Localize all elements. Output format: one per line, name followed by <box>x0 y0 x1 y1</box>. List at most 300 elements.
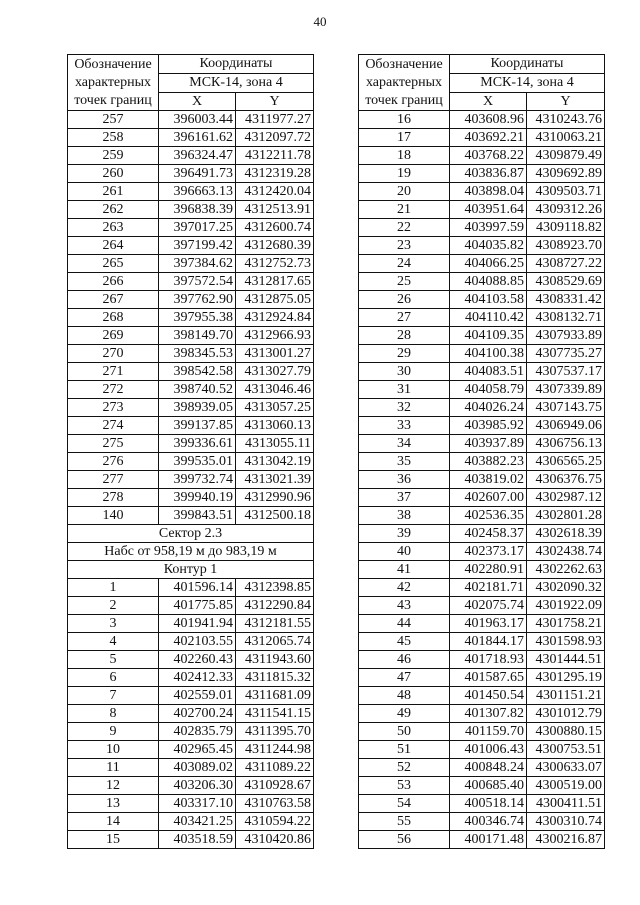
x-coordinate-cell: 403937.89 <box>450 435 527 453</box>
x-coordinate-cell: 404109.35 <box>450 327 527 345</box>
y-coordinate-cell: 4312680.39 <box>236 237 314 255</box>
table-row <box>68 309 314 327</box>
table-row <box>68 813 314 831</box>
point-number-cell: 29 <box>359 345 450 363</box>
point-number-cell: 13 <box>68 795 159 813</box>
x-coordinate-cell: 397384.62 <box>159 255 236 273</box>
point-number-cell: 258 <box>68 129 159 147</box>
table-row <box>68 741 314 759</box>
y-coordinate-cell: 4312513.91 <box>236 201 314 219</box>
point-number-cell: 31 <box>359 381 450 399</box>
x-coordinate-cell: 396663.13 <box>159 183 236 201</box>
table-row <box>359 723 605 741</box>
header-line: характерных <box>365 74 443 90</box>
table-row <box>68 201 314 219</box>
x-coordinate-cell: 404103.58 <box>450 291 527 309</box>
x-coordinate-cell: 401963.17 <box>450 615 527 633</box>
table-body-a <box>68 111 314 525</box>
table-row <box>68 615 314 633</box>
point-number-cell: 44 <box>359 615 450 633</box>
point-number-cell: 273 <box>68 399 159 417</box>
table-row <box>68 291 314 309</box>
table-row <box>68 363 314 381</box>
table-row <box>68 507 314 525</box>
coordinates-header: Координаты <box>159 55 314 74</box>
table-row <box>359 525 605 543</box>
x-coordinate-cell: 401587.65 <box>450 669 527 687</box>
x-coordinate-cell: 401307.82 <box>450 705 527 723</box>
point-number-cell: 271 <box>68 363 159 381</box>
point-number-cell: 4 <box>68 633 159 651</box>
x-coordinate-cell: 402280.91 <box>450 561 527 579</box>
table-row <box>68 453 314 471</box>
header-line: Обозначение <box>74 56 152 72</box>
table-row <box>359 435 605 453</box>
point-number-cell: 7 <box>68 687 159 705</box>
point-number-cell: 17 <box>359 129 450 147</box>
y-coordinate-cell: 4301598.93 <box>527 633 605 651</box>
table-row <box>68 471 314 489</box>
x-coordinate-cell: 401159.70 <box>450 723 527 741</box>
point-number-cell: 39 <box>359 525 450 543</box>
y-coordinate-cell: 4311541.15 <box>236 705 314 723</box>
table-row <box>68 237 314 255</box>
x-coordinate-cell: 403608.96 <box>450 111 527 129</box>
point-number-cell: 30 <box>359 363 450 381</box>
x-coordinate-cell: 399940.19 <box>159 489 236 507</box>
y-coordinate-cell: 4302262.63 <box>527 561 605 579</box>
x-coordinate-cell: 401596.14 <box>159 579 236 597</box>
table-row <box>359 273 605 291</box>
y-coordinate-cell: 4312420.04 <box>236 183 314 201</box>
table-row <box>359 579 605 597</box>
table-row <box>359 741 605 759</box>
point-number-cell: 42 <box>359 579 450 597</box>
table-row <box>68 723 314 741</box>
y-coordinate-cell: 4310594.22 <box>236 813 314 831</box>
table-row <box>68 381 314 399</box>
x-coordinate-cell: 401006.43 <box>450 741 527 759</box>
y-coordinate-cell: 4310243.76 <box>527 111 605 129</box>
table-row <box>359 129 605 147</box>
y-coordinate-cell: 4312319.28 <box>236 165 314 183</box>
contour-title: Контур 1 <box>68 561 314 579</box>
point-number-cell: 32 <box>359 399 450 417</box>
table-row <box>359 291 605 309</box>
table-row <box>68 705 314 723</box>
header-line: Обозначение <box>365 56 443 72</box>
table-row <box>68 399 314 417</box>
x-coordinate-cell: 404110.42 <box>450 309 527 327</box>
table-row <box>68 327 314 345</box>
y-coordinate-cell: 4312752.73 <box>236 255 314 273</box>
x-coordinate-cell: 403421.25 <box>159 813 236 831</box>
y-coordinate-cell: 4310063.21 <box>527 129 605 147</box>
y-coordinate-cell: 4302438.74 <box>527 543 605 561</box>
point-number-cell: 278 <box>68 489 159 507</box>
y-coordinate-cell: 4313042.19 <box>236 453 314 471</box>
y-coordinate-cell: 4309503.71 <box>527 183 605 201</box>
x-column-header: X <box>450 93 527 111</box>
y-coordinate-cell: 4311681.09 <box>236 687 314 705</box>
point-number-cell: 5 <box>68 651 159 669</box>
x-coordinate-cell: 396838.39 <box>159 201 236 219</box>
sector-height-range: Набс от 958,19 м до 983,19 м <box>68 543 314 561</box>
x-coordinate-cell: 402559.01 <box>159 687 236 705</box>
point-number-cell: 275 <box>68 435 159 453</box>
point-number-cell: 8 <box>68 705 159 723</box>
table-row <box>68 129 314 147</box>
coordinate-system-header: МСК-14, зона 4 <box>159 74 314 93</box>
point-number-cell: 45 <box>359 633 450 651</box>
sector-title: Сектор 2.3 <box>68 525 314 543</box>
point-number-cell: 34 <box>359 435 450 453</box>
x-coordinate-cell: 403985.92 <box>450 417 527 435</box>
table-body <box>359 111 605 849</box>
y-coordinate-cell: 4312500.18 <box>236 507 314 525</box>
table-row <box>68 273 314 291</box>
table-row <box>359 147 605 165</box>
y-coordinate-cell: 4313060.13 <box>236 417 314 435</box>
x-coordinate-cell: 404058.79 <box>450 381 527 399</box>
x-coordinate-cell: 402965.45 <box>159 741 236 759</box>
y-coordinate-cell: 4313057.25 <box>236 399 314 417</box>
table-row <box>359 183 605 201</box>
point-number-cell: 56 <box>359 831 450 849</box>
table-row <box>359 597 605 615</box>
x-coordinate-cell: 398542.58 <box>159 363 236 381</box>
y-coordinate-cell: 4312290.84 <box>236 597 314 615</box>
y-coordinate-cell: 4309312.26 <box>527 201 605 219</box>
table-row <box>359 219 605 237</box>
point-number-cell: 54 <box>359 795 450 813</box>
point-number-cell: 35 <box>359 453 450 471</box>
table-row <box>359 831 605 849</box>
point-number-cell: 2 <box>68 597 159 615</box>
point-number-cell: 43 <box>359 597 450 615</box>
x-coordinate-cell: 399535.01 <box>159 453 236 471</box>
y-coordinate-cell: 4307339.89 <box>527 381 605 399</box>
y-coordinate-cell: 4300310.74 <box>527 813 605 831</box>
x-coordinate-cell: 400346.74 <box>450 813 527 831</box>
point-number-cell: 266 <box>68 273 159 291</box>
table-row <box>68 147 314 165</box>
table-row <box>68 633 314 651</box>
table-row <box>359 309 605 327</box>
y-coordinate-cell: 4308132.71 <box>527 309 605 327</box>
point-number-cell: 140 <box>68 507 159 525</box>
table-row <box>359 327 605 345</box>
x-coordinate-cell: 398345.53 <box>159 345 236 363</box>
point-number-cell: 10 <box>68 741 159 759</box>
point-number-cell: 24 <box>359 255 450 273</box>
point-number-cell: 267 <box>68 291 159 309</box>
x-coordinate-cell: 398740.52 <box>159 381 236 399</box>
point-number-cell: 9 <box>68 723 159 741</box>
y-coordinate-cell: 4311977.27 <box>236 111 314 129</box>
coordinates-table-right <box>358 54 605 849</box>
point-number-cell: 27 <box>359 309 450 327</box>
x-coordinate-cell: 399336.61 <box>159 435 236 453</box>
y-coordinate-cell: 4307735.27 <box>527 345 605 363</box>
y-coordinate-cell: 4312600.74 <box>236 219 314 237</box>
table-row <box>359 633 605 651</box>
point-number-cell: 12 <box>68 777 159 795</box>
header-line: точек границ <box>74 92 152 108</box>
point-number-cell: 51 <box>359 741 450 759</box>
point-number-cell: 38 <box>359 507 450 525</box>
x-coordinate-cell: 402536.35 <box>450 507 527 525</box>
point-number-cell: 47 <box>359 669 450 687</box>
x-coordinate-cell: 404026.24 <box>450 399 527 417</box>
table-row <box>359 795 605 813</box>
x-coordinate-cell: 401844.17 <box>450 633 527 651</box>
point-number-cell: 270 <box>68 345 159 363</box>
table-row <box>359 111 605 129</box>
point-number-cell: 261 <box>68 183 159 201</box>
point-number-cell: 257 <box>68 111 159 129</box>
y-coordinate-cell: 4312065.74 <box>236 633 314 651</box>
point-number-cell: 272 <box>68 381 159 399</box>
point-number-cell: 55 <box>359 813 450 831</box>
x-coordinate-cell: 401718.93 <box>450 651 527 669</box>
y-coordinate-cell: 4301012.79 <box>527 705 605 723</box>
x-coordinate-cell: 399137.85 <box>159 417 236 435</box>
x-coordinate-cell: 401775.85 <box>159 597 236 615</box>
x-coordinate-cell: 396491.73 <box>159 165 236 183</box>
y-coordinate-cell: 4313046.46 <box>236 381 314 399</box>
point-number-cell: 52 <box>359 759 450 777</box>
point-number-cell: 259 <box>68 147 159 165</box>
y-coordinate-cell: 4300880.15 <box>527 723 605 741</box>
x-coordinate-cell: 402412.33 <box>159 669 236 687</box>
coordinates-table-left <box>67 54 314 849</box>
y-coordinate-cell: 4302801.28 <box>527 507 605 525</box>
x-coordinate-cell: 397199.42 <box>159 237 236 255</box>
y-coordinate-cell: 4312398.85 <box>236 579 314 597</box>
table-row <box>68 759 314 777</box>
table-row <box>359 669 605 687</box>
table-row <box>359 543 605 561</box>
table-row <box>359 417 605 435</box>
y-coordinate-cell: 4301444.51 <box>527 651 605 669</box>
y-coordinate-cell: 4313027.79 <box>236 363 314 381</box>
y-coordinate-cell: 4301922.09 <box>527 597 605 615</box>
y-coordinate-cell: 4300216.87 <box>527 831 605 849</box>
y-coordinate-cell: 4300753.51 <box>527 741 605 759</box>
y-coordinate-cell: 4312966.93 <box>236 327 314 345</box>
x-coordinate-cell: 403836.87 <box>450 165 527 183</box>
table-row <box>359 363 605 381</box>
x-column-header: X <box>159 93 236 111</box>
x-coordinate-cell: 397955.38 <box>159 309 236 327</box>
y-coordinate-cell: 4301295.19 <box>527 669 605 687</box>
x-coordinate-cell: 404083.51 <box>450 363 527 381</box>
table-row <box>359 453 605 471</box>
x-coordinate-cell: 404100.38 <box>450 345 527 363</box>
table-row <box>68 651 314 669</box>
x-coordinate-cell: 403317.10 <box>159 795 236 813</box>
table-row <box>359 507 605 525</box>
coordinates-header: Координаты <box>450 55 605 74</box>
point-number-cell: 11 <box>68 759 159 777</box>
x-coordinate-cell: 404066.25 <box>450 255 527 273</box>
point-number-cell: 28 <box>359 327 450 345</box>
y-coordinate-cell: 4306565.25 <box>527 453 605 471</box>
x-coordinate-cell: 397017.25 <box>159 219 236 237</box>
y-coordinate-cell: 4302987.12 <box>527 489 605 507</box>
table-row <box>359 651 605 669</box>
point-number-cell: 25 <box>359 273 450 291</box>
y-coordinate-cell: 4301758.21 <box>527 615 605 633</box>
point-designation-header <box>359 55 450 111</box>
point-number-cell: 263 <box>68 219 159 237</box>
point-number-cell: 274 <box>68 417 159 435</box>
point-number-cell: 265 <box>68 255 159 273</box>
x-coordinate-cell: 402458.37 <box>450 525 527 543</box>
point-number-cell: 53 <box>359 777 450 795</box>
x-coordinate-cell: 397572.54 <box>159 273 236 291</box>
x-coordinate-cell: 403819.02 <box>450 471 527 489</box>
table-row <box>68 183 314 201</box>
point-number-cell: 268 <box>68 309 159 327</box>
x-coordinate-cell: 400685.40 <box>450 777 527 795</box>
y-coordinate-cell: 4300411.51 <box>527 795 605 813</box>
x-coordinate-cell: 403768.22 <box>450 147 527 165</box>
table-row <box>68 489 314 507</box>
point-designation-header <box>68 55 159 111</box>
point-number-cell: 15 <box>68 831 159 849</box>
table-row <box>359 813 605 831</box>
point-number-cell: 269 <box>68 327 159 345</box>
table-row <box>359 561 605 579</box>
table-header <box>68 55 314 111</box>
table-row <box>359 705 605 723</box>
y-coordinate-cell: 4313021.39 <box>236 471 314 489</box>
table-header <box>359 55 605 111</box>
x-coordinate-cell: 396324.47 <box>159 147 236 165</box>
y-coordinate-cell: 4312181.55 <box>236 615 314 633</box>
y-coordinate-cell: 4312097.72 <box>236 129 314 147</box>
x-coordinate-cell: 404035.82 <box>450 237 527 255</box>
table-row <box>359 615 605 633</box>
table-row <box>68 687 314 705</box>
point-number-cell: 41 <box>359 561 450 579</box>
x-coordinate-cell: 403882.23 <box>450 453 527 471</box>
x-coordinate-cell: 400518.14 <box>450 795 527 813</box>
table-row <box>359 759 605 777</box>
x-coordinate-cell: 402607.00 <box>450 489 527 507</box>
table-row <box>68 165 314 183</box>
point-number-cell: 260 <box>68 165 159 183</box>
table-row <box>359 489 605 507</box>
point-number-cell: 49 <box>359 705 450 723</box>
y-coordinate-cell: 4306949.06 <box>527 417 605 435</box>
y-coordinate-cell: 4311943.60 <box>236 651 314 669</box>
y-coordinate-cell: 4309879.49 <box>527 147 605 165</box>
point-number-cell: 18 <box>359 147 450 165</box>
point-number-cell: 21 <box>359 201 450 219</box>
point-number-cell: 3 <box>68 615 159 633</box>
table-row <box>68 795 314 813</box>
point-number-cell: 22 <box>359 219 450 237</box>
table-body-b <box>68 579 314 849</box>
y-coordinate-cell: 4312211.78 <box>236 147 314 165</box>
table-row <box>359 381 605 399</box>
x-coordinate-cell: 397762.90 <box>159 291 236 309</box>
point-number-cell: 46 <box>359 651 450 669</box>
x-coordinate-cell: 404088.85 <box>450 273 527 291</box>
x-coordinate-cell: 403951.64 <box>450 201 527 219</box>
x-coordinate-cell: 402373.17 <box>450 543 527 561</box>
y-coordinate-cell: 4308331.42 <box>527 291 605 309</box>
y-coordinate-cell: 4311244.98 <box>236 741 314 759</box>
table-row <box>359 237 605 255</box>
table-row <box>68 579 314 597</box>
y-coordinate-cell: 4307537.17 <box>527 363 605 381</box>
x-coordinate-cell: 399732.74 <box>159 471 236 489</box>
x-coordinate-cell: 398939.05 <box>159 399 236 417</box>
table-row <box>68 831 314 849</box>
x-coordinate-cell: 400171.48 <box>450 831 527 849</box>
x-coordinate-cell: 402075.74 <box>450 597 527 615</box>
y-coordinate-cell: 4301151.21 <box>527 687 605 705</box>
point-number-cell: 26 <box>359 291 450 309</box>
x-coordinate-cell: 400848.24 <box>450 759 527 777</box>
point-number-cell: 14 <box>68 813 159 831</box>
table-row <box>68 435 314 453</box>
y-coordinate-cell: 4302618.39 <box>527 525 605 543</box>
y-coordinate-cell: 4311395.70 <box>236 723 314 741</box>
x-coordinate-cell: 402181.71 <box>450 579 527 597</box>
x-coordinate-cell: 402103.55 <box>159 633 236 651</box>
x-coordinate-cell: 403997.59 <box>450 219 527 237</box>
x-coordinate-cell: 403518.59 <box>159 831 236 849</box>
y-coordinate-cell: 4307143.75 <box>527 399 605 417</box>
y-coordinate-cell: 4308529.69 <box>527 273 605 291</box>
coordinate-system-header: МСК-14, зона 4 <box>450 74 605 93</box>
y-column-header: Y <box>236 93 314 111</box>
point-number-cell: 23 <box>359 237 450 255</box>
point-number-cell: 37 <box>359 489 450 507</box>
y-coordinate-cell: 4309692.89 <box>527 165 605 183</box>
y-coordinate-cell: 4313001.27 <box>236 345 314 363</box>
point-number-cell: 16 <box>359 111 450 129</box>
table-row <box>359 471 605 489</box>
table-row <box>359 399 605 417</box>
point-number-cell: 40 <box>359 543 450 561</box>
y-coordinate-cell: 4302090.32 <box>527 579 605 597</box>
page-number: 40 <box>313 14 327 29</box>
table-row <box>68 111 314 129</box>
x-coordinate-cell: 398149.70 <box>159 327 236 345</box>
table-row <box>359 777 605 795</box>
point-number-cell: 264 <box>68 237 159 255</box>
y-coordinate-cell: 4312817.65 <box>236 273 314 291</box>
x-coordinate-cell: 399843.51 <box>159 507 236 525</box>
y-coordinate-cell: 4306376.75 <box>527 471 605 489</box>
table-row <box>68 777 314 795</box>
table-row <box>359 201 605 219</box>
point-number-cell: 36 <box>359 471 450 489</box>
y-coordinate-cell: 4310763.58 <box>236 795 314 813</box>
y-coordinate-cell: 4310420.86 <box>236 831 314 849</box>
y-coordinate-cell: 4310928.67 <box>236 777 314 795</box>
table-row <box>68 219 314 237</box>
point-number-cell: 262 <box>68 201 159 219</box>
sector-heading <box>68 525 314 579</box>
x-coordinate-cell: 403089.02 <box>159 759 236 777</box>
